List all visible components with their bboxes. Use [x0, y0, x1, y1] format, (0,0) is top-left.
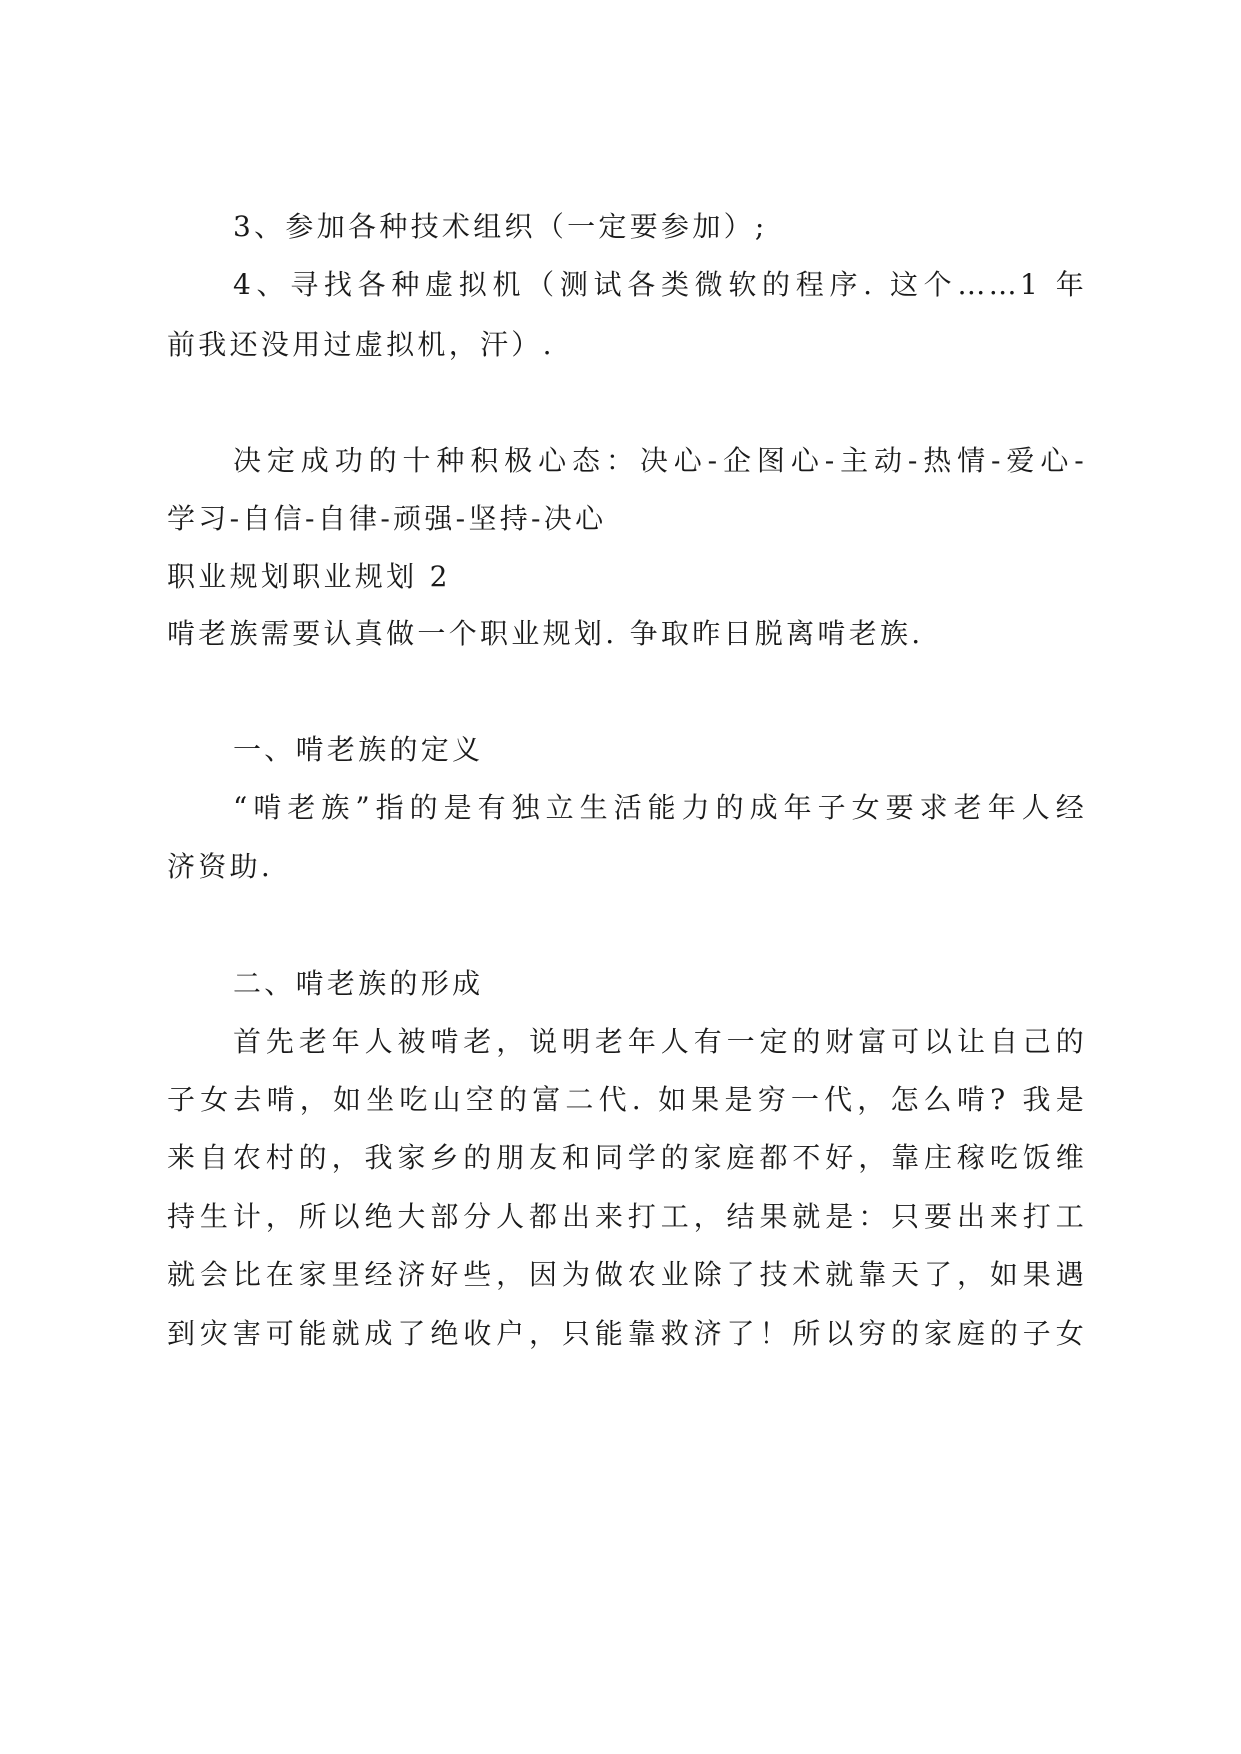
- definition-paragraph: “啃老族”指的是有独立生活能力的成年子女要求老年人经: [233, 791, 1087, 824]
- formation-paragraph-line-5: 就会比在家里经济好些，因为做农业除了技术就靠天了，如果遇: [167, 1258, 1087, 1291]
- list-item-4-continuation: 前我还没用过虚拟机，汗）.: [167, 328, 555, 361]
- formation-paragraph-line-3: 来自农村的，我家乡的朋友和同学的家庭都不好，靠庄稼吃饭维: [167, 1141, 1087, 1174]
- formation-paragraph-line-6: 到灾害可能就成了绝收户，只能靠救济了！所以穷的家庭的子女: [167, 1317, 1087, 1350]
- mindset-paragraph: 决定成功的十种积极心态：决心-企图心-主动-热情-爱心-: [233, 444, 1087, 477]
- formation-paragraph-line-4: 持生计，所以绝大部分人都出来打工，结果就是：只要出来打工: [167, 1200, 1087, 1233]
- formation-paragraph-line-1: 首先老年人被啃老，说明老年人有一定的财富可以让自己的: [233, 1025, 1087, 1058]
- list-item-3: 3、参加各种技术组织（一定要参加）;: [233, 210, 768, 243]
- definition-paragraph-continuation: 济资助.: [167, 850, 274, 883]
- heading-formation: 二、啃老族的形成: [233, 967, 484, 1000]
- list-item-4: 4、寻找各种虚拟机（测试各类微软的程序. 这个……1 年: [233, 268, 1087, 301]
- intro-paragraph: 啃老族需要认真做一个职业规划. 争取昨日脱离啃老族.: [167, 617, 924, 650]
- heading-definition: 一、啃老族的定义: [233, 733, 484, 766]
- mindset-paragraph-continuation: 学习-自信-自律-顽强-坚持-决心: [167, 502, 607, 535]
- section-title: 职业规划职业规划 2: [167, 560, 451, 593]
- formation-paragraph-line-2: 子女去啃，如坐吃山空的富二代. 如果是穷一代，怎么啃? 我是: [167, 1083, 1087, 1116]
